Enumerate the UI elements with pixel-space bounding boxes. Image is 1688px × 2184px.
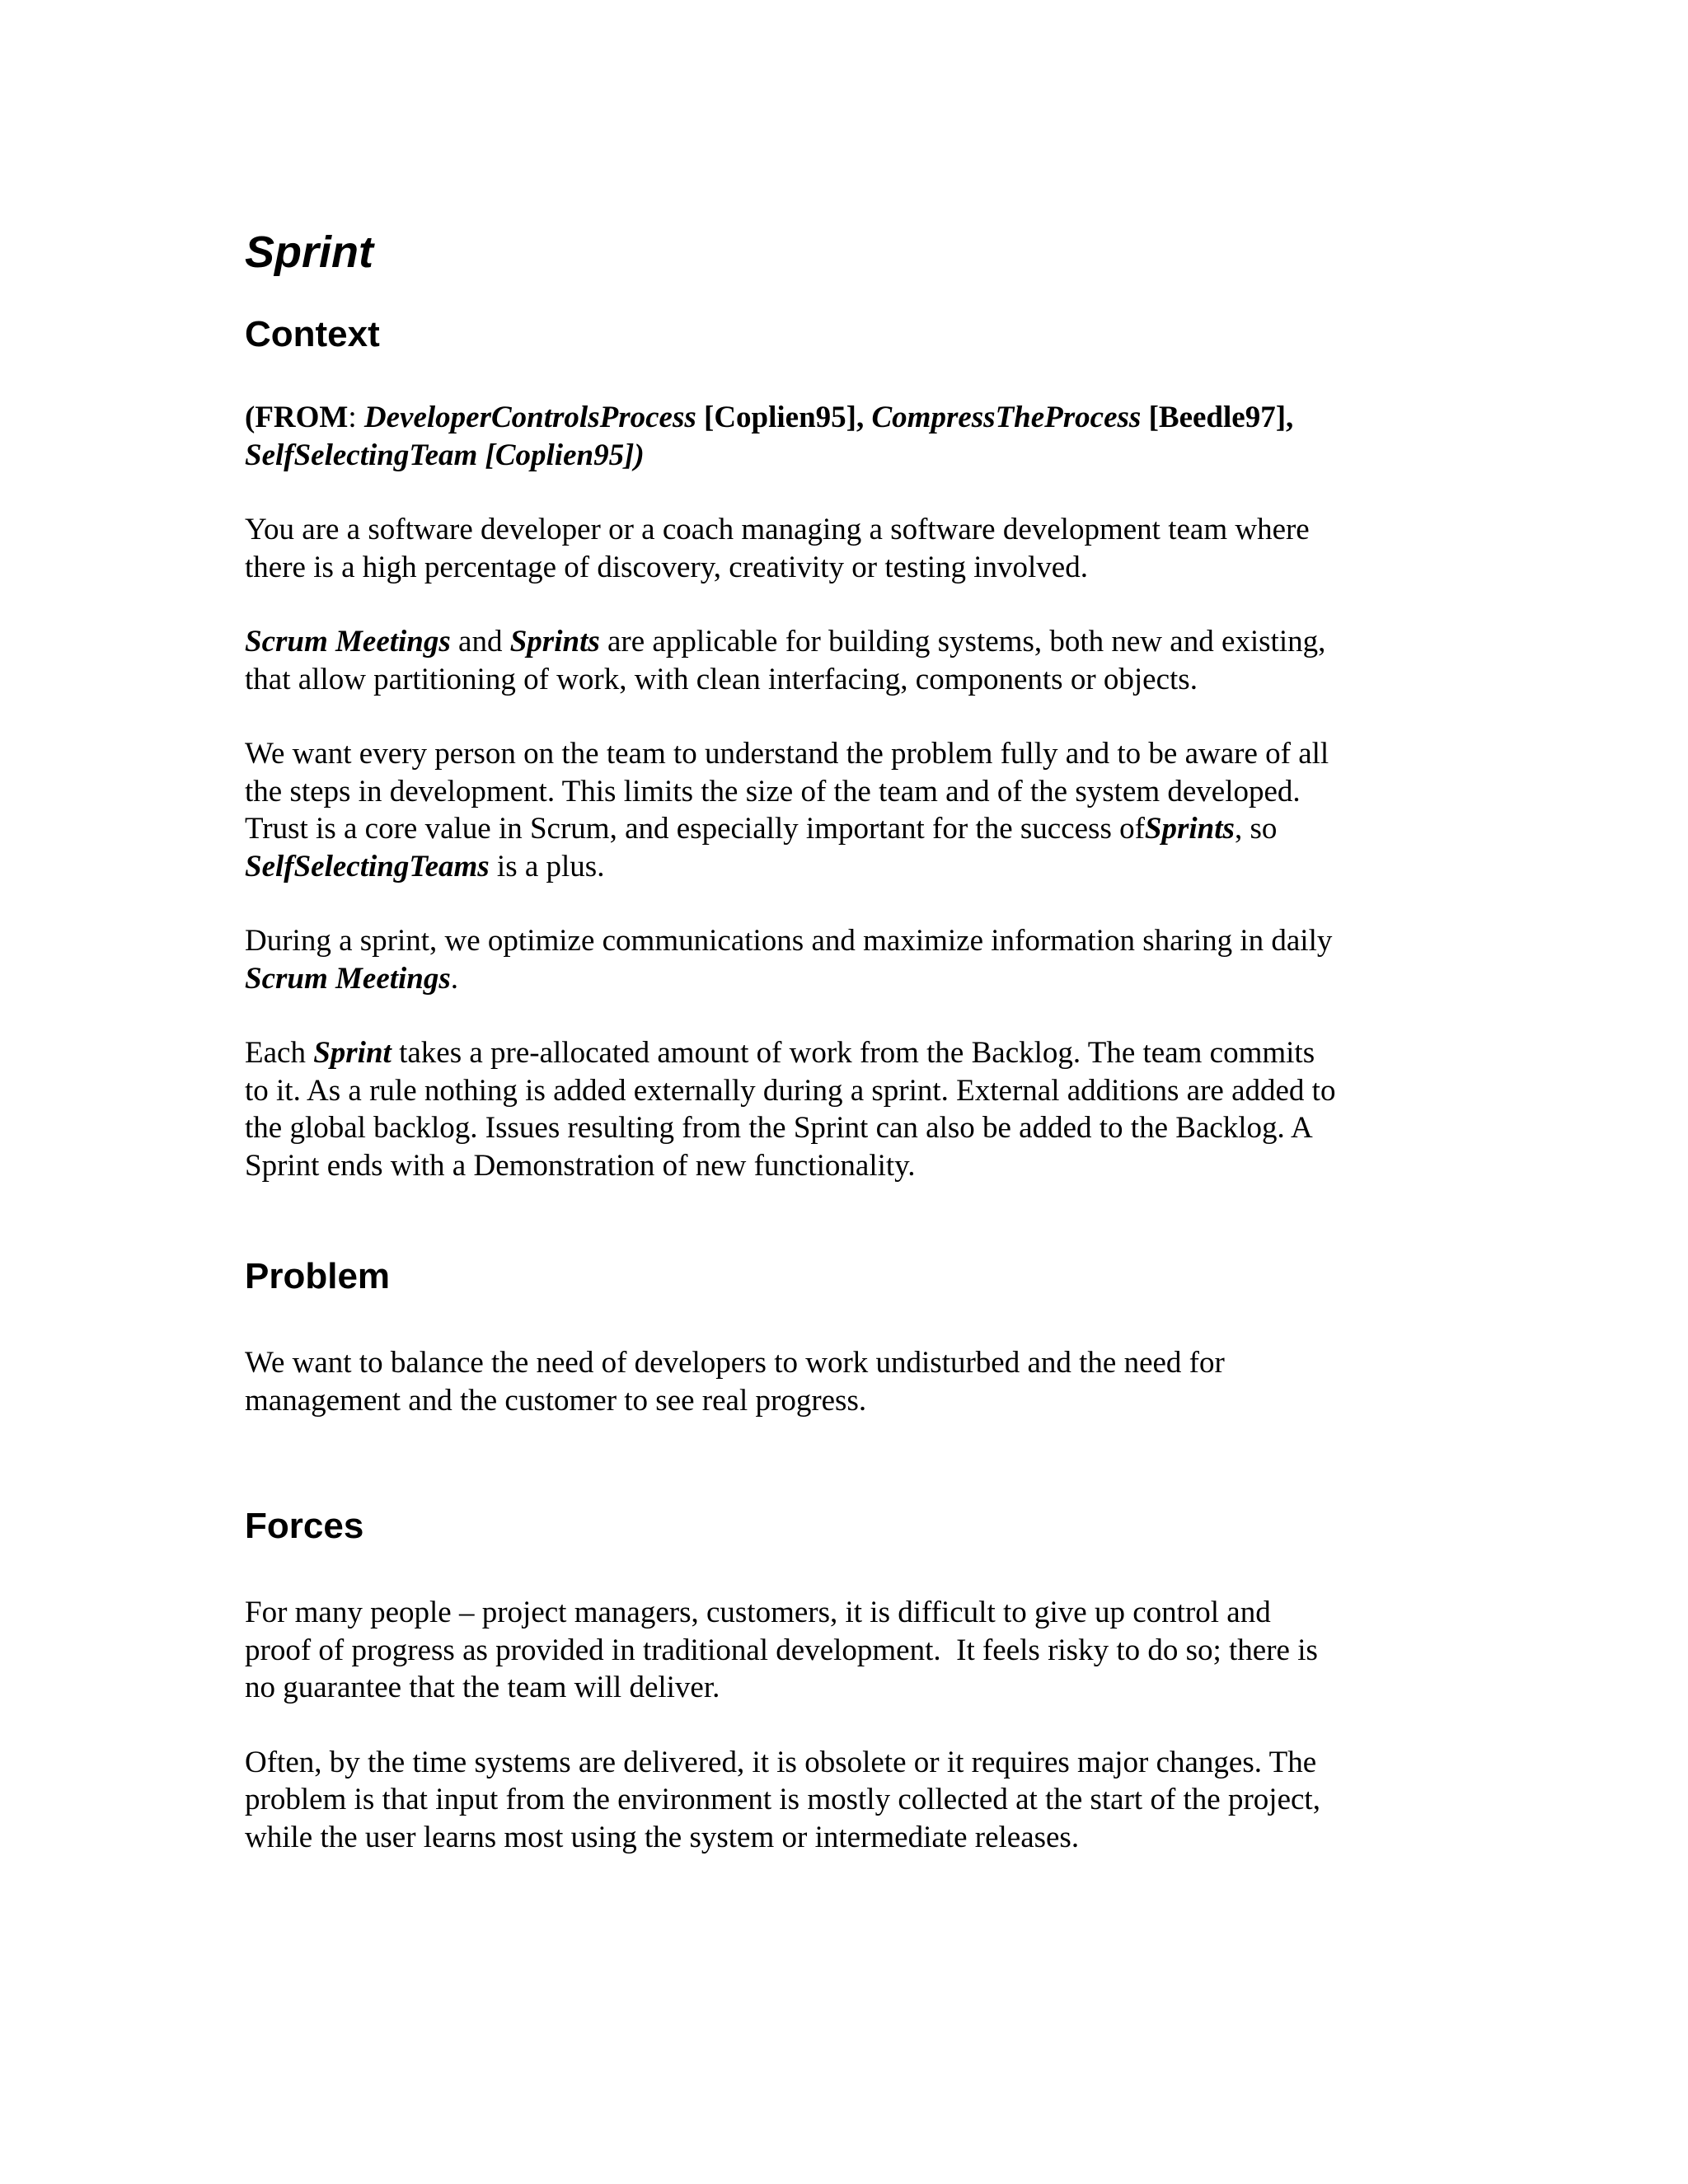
forces-paragraph-2 — [245, 1744, 1440, 1857]
text-line — [245, 810, 1440, 848]
context-paragraph-4 — [245, 922, 1440, 997]
context-paragraph-3 — [245, 735, 1440, 885]
text-fragment: takes a pre-allocated amount of work from the Backlog. The team commits — [391, 1036, 1315, 1070]
text-line: while the user learns most using the system or intermediate releases. — [245, 1820, 1080, 1854]
text-line: Sprint ends with a Demonstration of new functionality. — [245, 1148, 916, 1183]
text-fragment: Trust is a core value in Scrum, and especially important for the success of — [245, 812, 1145, 846]
forces-paragraph-1 — [245, 1594, 1440, 1707]
text-line: For many people – project managers, customers, it is difficult to give up control and — [245, 1596, 1271, 1629]
text-line: the global backlog. Issues resulting from the Sprint can also be added to the Backlog. A — [245, 1111, 1313, 1145]
text-fragment: are applicable for building systems, both new and existing, — [599, 625, 1326, 658]
text-line: We want every person on the team to understand the problem fully and to be aware of all — [245, 737, 1329, 771]
text-fragment: , so — [1234, 812, 1278, 846]
context-paragraph-2 — [245, 623, 1440, 698]
term-sprint: Sprint — [313, 1036, 392, 1070]
text-fragment: . — [450, 961, 459, 996]
heading-forces: Forces — [245, 1506, 364, 1546]
text-line: problem is that input from the environment is mostly collected at the start of the project, — [245, 1783, 1320, 1816]
text-line — [245, 1034, 1440, 1072]
text-fragment: and — [450, 625, 510, 658]
text-line: the steps in development. This limits the size of the team and of the system developed. — [245, 774, 1301, 808]
problem-paragraph — [245, 1344, 1440, 1419]
text-line — [245, 848, 1440, 886]
text-line: management and the customer to see real progress. — [245, 1383, 867, 1418]
text-fragment: is a plus. — [489, 849, 605, 883]
from-line-1 — [245, 399, 1440, 437]
from-ref-developer-controls-process: DeveloperControlsProcess — [363, 401, 696, 434]
from-cite-1: [Coplien95], — [696, 401, 872, 434]
heading-problem: Problem — [245, 1256, 391, 1296]
term-scrum-meetings: Scrum Meetings — [245, 961, 451, 996]
text-fragment: Each — [245, 1036, 314, 1070]
term-sprints: Sprints — [1144, 812, 1235, 846]
context-paragraph-5 — [245, 1034, 1440, 1184]
from-line-2: SelfSelectingTeam [Coplien95]) — [245, 438, 645, 472]
text-line: no guarantee that the team will deliver. — [245, 1671, 720, 1704]
text-line — [245, 623, 1440, 661]
text-line: that allow partitioning of work, with clean interfacing, components or objects. — [245, 662, 1198, 696]
text-line: During a sprint, we optimize communications and maximize information sharing in daily — [245, 924, 1333, 958]
heading-context: Context — [245, 314, 380, 354]
term-sprints: Sprints — [509, 625, 600, 658]
text-line: You are a software developer or a coach managing a software development team where — [245, 513, 1310, 546]
from-colon: : — [348, 401, 364, 434]
text-line: We want to balance the need of developers to work undisturbed and the need for — [245, 1346, 1225, 1380]
context-from-paragraph — [245, 399, 1440, 474]
from-cite-2: [Beedle97], — [1141, 401, 1294, 434]
text-line: to it. As a rule nothing is added externally during a sprint. External additions are added to — [245, 1073, 1336, 1108]
context-paragraph-1 — [245, 511, 1440, 586]
from-label: (FROM — [245, 401, 349, 434]
text-line — [245, 960, 1440, 998]
text-line: there is a high percentage of discovery, creativity or testing involved. — [245, 550, 1088, 584]
term-scrum-meetings: Scrum Meetings — [245, 625, 451, 658]
term-self-selecting-teams: SelfSelectingTeams — [245, 849, 490, 883]
document-title: Sprint — [245, 227, 373, 277]
document-body — [245, 223, 1440, 1856]
text-line: Often, by the time systems are delivered, it is obsolete or it requires major changes. The — [245, 1745, 1317, 1779]
text-line: proof of progress as provided in traditional development. It feels risky to do so; there is — [245, 1633, 1318, 1667]
from-ref-compress-the-process: CompressTheProcess — [871, 401, 1142, 434]
